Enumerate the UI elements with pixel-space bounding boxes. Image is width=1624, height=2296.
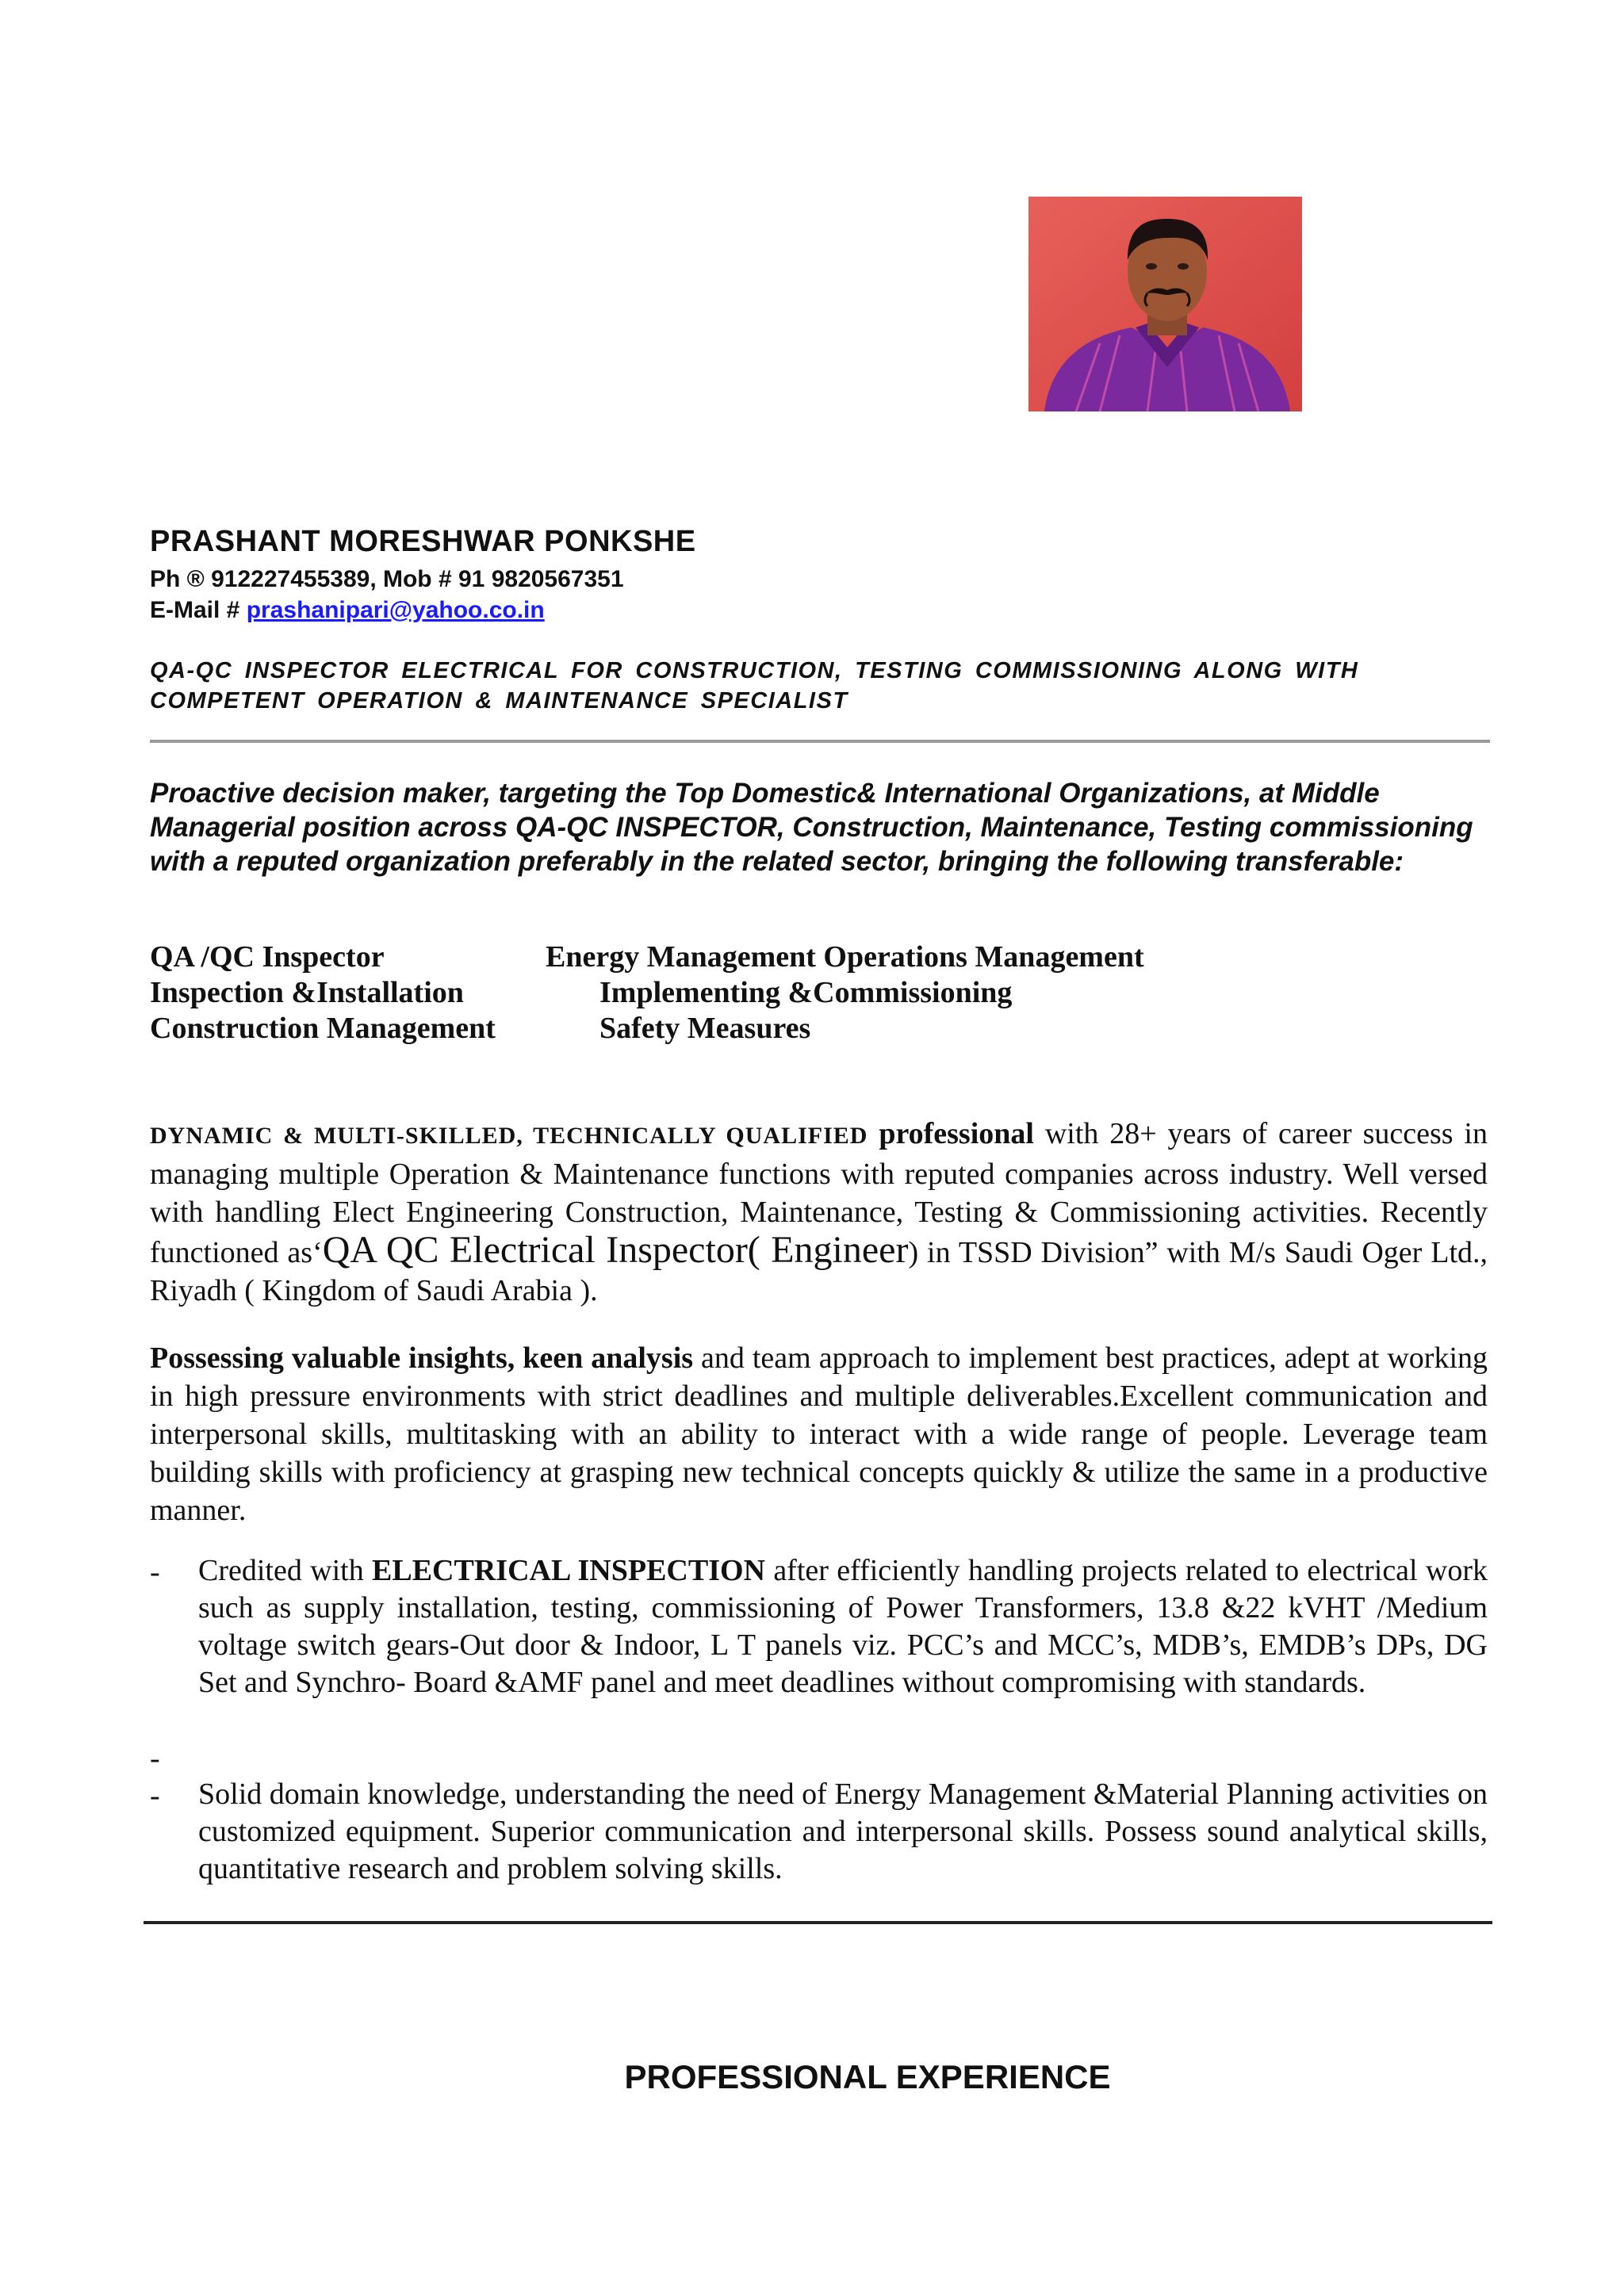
summary-lead-caps: DYNAMIC & MULTI-SKILLED, TECHNICALLY QUALIFIED (150, 1123, 868, 1149)
divider (144, 1921, 1492, 1924)
phone-numbers: Ph ® 912227455389, Mob # 91 9820567351 (150, 566, 624, 592)
bullet-dash: - (150, 1556, 160, 1589)
objective-colon: : (1394, 846, 1404, 877)
skill-item: Inspection &Installation (150, 976, 464, 1009)
summary-text: with 28+ years of career success in managing multiple Operation & Maintenance functions with reputed companies across industry. Well versed with handling Elect Engineering Construction, Maintenance, Testing & Commissioning activities. Recently functioned as‘ (150, 1117, 1488, 1269)
bullet-item (198, 1776, 1488, 1888)
objective (150, 776, 1514, 878)
divider (150, 740, 1490, 743)
summary-paragraph (150, 1115, 1488, 1310)
bullet-text: after efficiently handling projects related to electrical work such as supply installation, testing, commissioning of Power Transformers, 13.8 &22 kVHT /Medium voltage switch gears-Out door & Indoor, L T panels viz. PCC’s and MCC’s, MDB’s, EMDB’s DPs, DG Set and Synchro- Board &AMF panel and meet deadlines without compromising with standards. (198, 1554, 1488, 1699)
headline: QA-QC INSPECTOR ELECTRICAL FOR CONSTRUCTION, TESTING COMMISSIONING ALONG WITH COMPETENT OPERATION & MAINTENANCE SPECIALIST (150, 658, 1359, 714)
summary-text-end: ) in TSSD Division” with M/s Saudi Oger Ltd., Riyadh ( Kingdom of Saudi Arabia ). (150, 1236, 1488, 1307)
insights-text: and team approach to implement best practices, adept at working in high pressure environments with strict deadlines and multiple deliverables.Excellent communication and interpersonal skills, multitasking with an ability to interact with a wide range of people. Leverage team building skills with proficiency at grasping new technical concepts quickly & utilize the same in a productive manner. (150, 1341, 1488, 1527)
skill-item: Energy Management Operations Management (546, 940, 1144, 974)
section-title (0, 2058, 1624, 2096)
skill-item: Construction Management (150, 1012, 496, 1045)
bullet-item (198, 1552, 1488, 1701)
bullet-dash: - (150, 1742, 160, 1775)
email-link[interactable]: prashanipari@yahoo.co.in (246, 597, 545, 623)
candidate-name: PRASHANT MORESHWAR PONKSHE (150, 525, 696, 558)
email-line (150, 597, 545, 624)
profile-photo (1028, 197, 1302, 411)
bullet-dash: - (150, 1779, 160, 1812)
bullet-bold: ELECTRICAL INSPECTION (372, 1554, 766, 1587)
skill-item: Implementing &Commissioning (599, 976, 1013, 1009)
insights-paragraph (150, 1339, 1488, 1529)
summary-lead-bold: professional (879, 1117, 1034, 1150)
objective-text: Proactive decision maker, targeting the Top Domestic& International Organizations, at Middle Managerial position across QA-QC INSPECTOR, Construction, Maintenance, Testing commissioning with a reputed organization preferably in the related sector, bringing the following transferable (150, 778, 1473, 877)
bullet-text: Solid domain knowledge, understanding the need of Energy Management &Material Planning activities on customized equipment. Superior communication and interpersonal skills. Possess sound analytical skills, quantitative research and problem solving skills. (198, 1777, 1488, 1885)
skill-item: Safety Measures (599, 1012, 811, 1045)
bullet-prefix: Credited with (198, 1554, 373, 1587)
summary-role: QA QC Electrical Inspector( Engineer (322, 1229, 909, 1271)
section-title-text: PROFESSIONAL EXPERIENCE (624, 2058, 1111, 2095)
insights-bold: Possessing valuable insights, keen analysis (150, 1341, 694, 1375)
skill-item: QA /QC Inspector (150, 940, 385, 974)
email-label: E-Mail # (150, 597, 247, 623)
